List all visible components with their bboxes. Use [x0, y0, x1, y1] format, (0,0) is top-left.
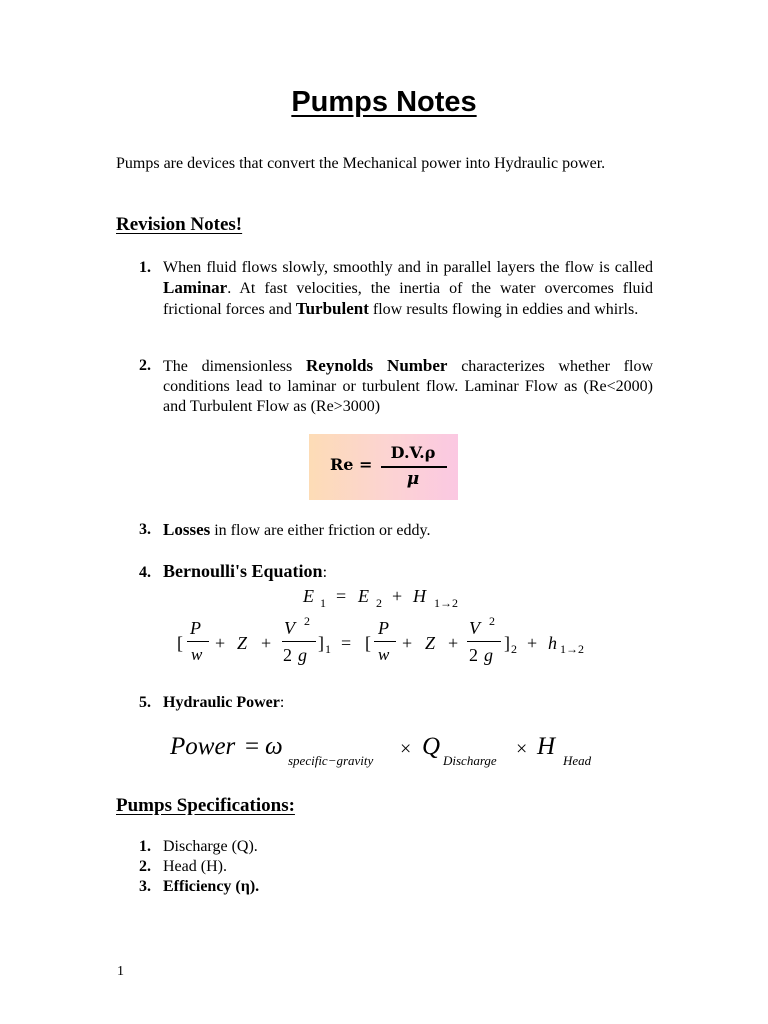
revision-item-1 — [139, 258, 653, 320]
formula-denominator: μ — [406, 469, 420, 489]
revision-item-3 — [139, 520, 653, 541]
equals-sign: = — [336, 586, 347, 606]
symbol-q: Q — [422, 733, 441, 760]
item-text: Hydraulic Power: — [163, 694, 285, 711]
symbol-p: P — [378, 618, 389, 638]
subscript: 1 — [320, 596, 326, 610]
subscript: 1 — [325, 642, 331, 656]
item-number: 1. — [139, 259, 151, 276]
formula-numerator: D.V.ρ — [390, 443, 436, 462]
symbol-omega: ω — [265, 733, 283, 760]
item-number: 3. — [139, 521, 151, 538]
page-number: 1 — [117, 964, 124, 979]
item-number: 5. — [139, 694, 151, 711]
bracket: [ — [365, 633, 371, 653]
symbol-e: E — [303, 586, 314, 606]
keyword-losses: Losses — [163, 520, 211, 539]
intro-paragraph: Pumps are devices that convert the Mechanical power into Hydraulic power. — [116, 155, 606, 172]
item-number: 4. — [139, 564, 151, 581]
keyword-hydraulic-power: Hydraulic Power — [163, 694, 280, 711]
plus-sign: + — [215, 633, 226, 653]
keyword-reynolds-number: Reynolds Number — [306, 356, 448, 375]
subscript: 1→2 — [560, 642, 584, 656]
item-number: 3. — [139, 878, 151, 895]
spec-item — [139, 877, 259, 897]
bracket: ] — [318, 633, 324, 653]
superscript: 2 — [489, 614, 495, 628]
bracket: [ — [177, 633, 183, 653]
superscript: 2 — [304, 614, 310, 628]
subscript: specific−gravity — [288, 753, 374, 768]
plus-sign: + — [527, 633, 538, 653]
fraction-bar — [381, 466, 447, 468]
spec-item — [139, 837, 258, 857]
plus-sign: + — [392, 586, 403, 606]
item-text: Bernoulli's Equation: — [163, 561, 328, 581]
item-number: 2. — [139, 858, 151, 875]
subscript: 2 — [376, 596, 382, 610]
symbol-h: H — [537, 733, 556, 760]
keyword-laminar: Laminar — [163, 278, 228, 297]
number: 2 — [283, 645, 292, 665]
symbol-v: V — [469, 618, 480, 638]
fraction-bar — [467, 641, 501, 642]
fraction-bar — [374, 641, 396, 642]
reynolds-formula-box — [309, 434, 458, 500]
symbol-z: Z — [425, 633, 436, 653]
equals-sign: = — [245, 733, 260, 760]
plus-sign: + — [448, 633, 459, 653]
page-title: Pumps Notes — [291, 86, 477, 118]
revision-item-5 — [139, 693, 653, 713]
symbol-w: w — [378, 645, 390, 664]
symbol-h: h — [548, 633, 557, 653]
symbol-v: V — [284, 618, 295, 638]
times-sign: × — [516, 738, 528, 760]
spec-item — [139, 857, 227, 877]
subscript: 1→2 — [434, 596, 458, 610]
number: 2 — [469, 645, 478, 665]
symbol-z: Z — [237, 633, 248, 653]
plus-sign: + — [402, 633, 413, 653]
subscript: 2 — [511, 642, 517, 656]
symbol-g: g — [298, 645, 307, 665]
item-text: When fluid flows slowly, smoothly and in parallel layers the flow is called Laminar. At fast velocities, the inertia of the water overcomes fluid frictional forces and Turbulent flow results flowing in eddies and whirls. — [163, 259, 653, 318]
item-text: The dimensionless Reynolds Number characterizes whether flow conditions lead to laminar or turbulent flow. Laminar Flow as (Re<2000) and Turbulent Flow as (Re>3000) — [163, 356, 654, 415]
formula-lhs: Re = — [330, 455, 373, 474]
spec-text: Head (H). — [163, 858, 227, 875]
symbol-e: E — [358, 586, 369, 606]
equals-sign: = — [341, 633, 352, 653]
pump-specifications-heading: Pumps Specifications: — [116, 795, 295, 816]
plus-sign: + — [261, 633, 272, 653]
fraction-bar — [282, 641, 316, 642]
subscript: Head — [563, 753, 592, 768]
symbol-power: Power — [170, 733, 236, 760]
revision-notes-heading: Revision Notes! — [116, 214, 243, 235]
spec-text: Efficiency (η). — [163, 878, 260, 895]
fraction-bar — [187, 641, 209, 642]
keyword-turbulent: Turbulent — [295, 299, 369, 318]
item-number: 1. — [139, 838, 151, 855]
subscript: Discharge — [443, 753, 497, 768]
symbol-h: H — [413, 586, 426, 606]
symbol-p: P — [190, 618, 201, 638]
item-number: 2. — [139, 357, 151, 374]
keyword-bernoulli: Bernoulli's Equation — [163, 561, 323, 581]
revision-item-2 — [139, 356, 653, 417]
symbol-w: w — [191, 645, 203, 664]
spec-text: Discharge (Q). — [163, 838, 258, 855]
bracket: ] — [504, 633, 510, 653]
revision-item-4 — [139, 561, 653, 583]
times-sign: × — [400, 738, 412, 760]
symbol-g: g — [484, 645, 493, 665]
item-text: Losses in flow are either friction or eddy. — [163, 520, 431, 539]
